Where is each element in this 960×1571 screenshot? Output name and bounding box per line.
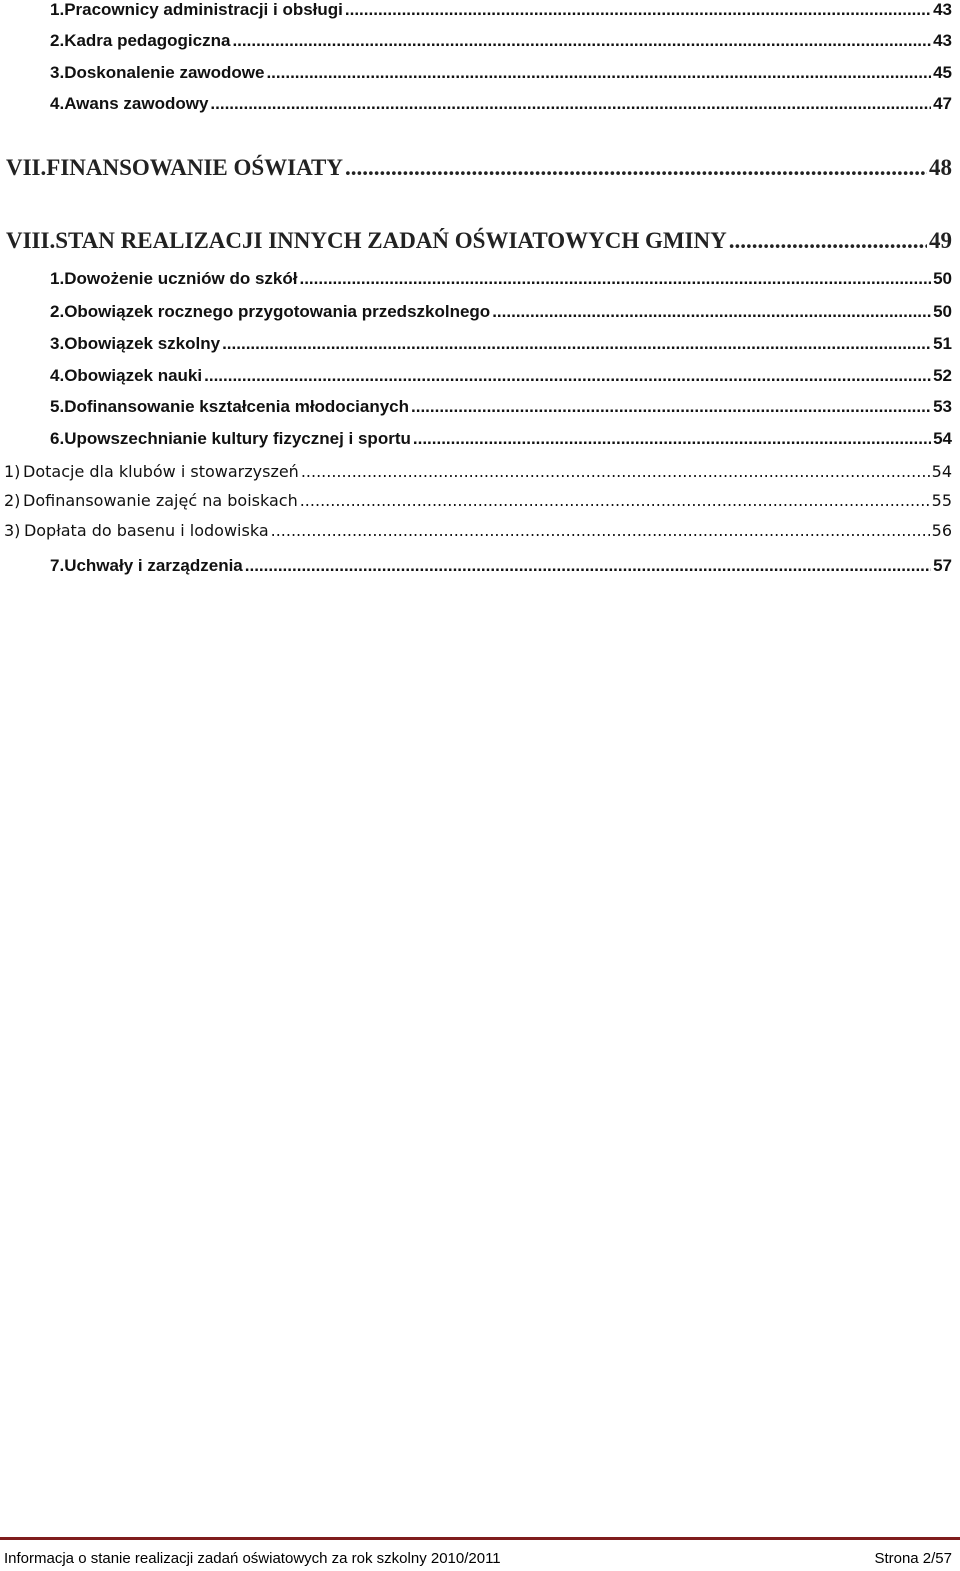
toc-entry-page: 57 <box>933 556 952 575</box>
toc-entry-number: 4. <box>50 94 65 113</box>
toc-entry-number: 1. <box>50 269 65 288</box>
dot-leader <box>301 462 930 481</box>
dot-leader <box>411 397 931 417</box>
toc-entry-number: 4. <box>50 366 65 385</box>
toc-subentry[interactable] <box>0 491 960 510</box>
dot-leader <box>266 63 931 83</box>
toc-subentry-title: Dopłata do basenu i lodowiska <box>23 521 269 540</box>
toc-chapter-number: VII. <box>6 155 47 180</box>
toc-entry[interactable] <box>0 556 960 576</box>
toc-subentry-number: 2) <box>4 491 21 510</box>
toc-chapter-title: FINANSOWANIE OŚWIATY <box>46 155 343 180</box>
dot-leader <box>204 366 931 386</box>
toc-subentry-page: 56 <box>931 521 952 540</box>
toc-entry[interactable] <box>0 94 960 114</box>
toc-entry-title: Obowiązek szkolny <box>64 334 221 353</box>
toc-entry[interactable] <box>0 429 960 449</box>
dot-leader <box>210 94 931 114</box>
toc-subentry-title: Dotacje dla klubów i stowarzyszeń <box>23 462 299 481</box>
toc-entry-number: 7. <box>50 556 65 575</box>
dot-leader <box>245 556 931 576</box>
toc-subentry-number: 1) <box>4 462 21 481</box>
toc-entry-title: Kadra pedagogiczna <box>64 31 231 50</box>
page-footer <box>0 1537 960 1571</box>
toc-entry[interactable] <box>0 397 960 417</box>
toc-entry-page: 54 <box>933 429 952 448</box>
toc-entry-number: 3. <box>50 63 65 82</box>
toc-entry[interactable] <box>0 302 960 322</box>
toc-chapter-page: 49 <box>929 228 952 253</box>
toc-chapter-page: 48 <box>929 155 952 180</box>
dot-leader <box>345 0 931 20</box>
toc-entry-title: Obowiązek rocznego przygotowania przedszkolnego <box>64 302 491 321</box>
dot-leader <box>492 302 931 322</box>
toc-entry-title: Doskonalenie zawodowe <box>64 63 265 82</box>
dot-leader <box>413 429 931 449</box>
toc-entry-number: 3. <box>50 334 65 353</box>
toc-subentry[interactable] <box>0 521 960 540</box>
toc-entry[interactable] <box>0 334 960 354</box>
dot-leader <box>232 31 931 51</box>
toc-chapter-number: VIII. <box>6 228 56 253</box>
toc-entry-title: Uchwały i zarządzenia <box>64 556 243 575</box>
toc-entry-number: 6. <box>50 429 65 448</box>
toc-subentry[interactable] <box>0 462 960 481</box>
toc-entry-title: Dofinansowanie kształcenia młodocianych <box>64 397 410 416</box>
toc-entry-title: Upowszechnianie kultury fizycznej i sportu <box>64 429 411 448</box>
toc-entry-title: Awans zawodowy <box>64 94 209 113</box>
toc-entry-number: 5. <box>50 397 65 416</box>
toc-entry-page: 53 <box>933 397 952 416</box>
footer-document-title: Informacja o stanie realizacji zadań oświatowych za rok szkolny 2010/2011 <box>4 1550 501 1567</box>
toc-subentry-page: 55 <box>931 491 952 510</box>
toc-entry-page: 50 <box>933 302 952 321</box>
toc-entry-number: 1. <box>50 0 65 19</box>
dot-leader <box>729 228 927 254</box>
toc-entry[interactable] <box>0 366 960 386</box>
toc-subentry-number: 3) <box>4 521 21 540</box>
dot-leader <box>300 491 930 510</box>
dot-leader <box>222 334 931 354</box>
toc-entry[interactable] <box>0 269 960 289</box>
toc-entry-page: 47 <box>933 94 952 113</box>
toc-entry-page: 52 <box>933 366 952 385</box>
toc-entry-number: 2. <box>50 31 65 50</box>
toc-subentry-title: Dofinansowanie zajęć na boiskach <box>23 491 298 510</box>
toc-entry[interactable] <box>0 0 960 20</box>
toc-entry-page: 43 <box>933 0 952 19</box>
toc-entry-number: 2. <box>50 302 65 321</box>
toc-chapter[interactable] <box>0 228 960 254</box>
dot-leader <box>345 155 927 181</box>
toc-entry-page: 45 <box>933 63 952 82</box>
toc-entry-title: Obowiązek nauki <box>64 366 203 385</box>
toc-entry[interactable] <box>0 63 960 83</box>
toc-subentry-page: 54 <box>931 462 952 481</box>
dot-leader <box>299 269 931 289</box>
toc-entry-page: 51 <box>933 334 952 353</box>
footer-page-number: Strona 2/57 <box>874 1550 952 1567</box>
toc-entry-page: 43 <box>933 31 952 50</box>
toc-entry-title: Dowożenie uczniów do szkół <box>64 269 298 288</box>
toc-entry-page: 50 <box>933 269 952 288</box>
toc-chapter-title: STAN REALIZACJI INNYCH ZADAŃ OŚWIATOWYCH GMINY <box>55 228 727 253</box>
toc-entry[interactable] <box>0 31 960 51</box>
toc-chapter[interactable] <box>0 155 960 181</box>
dot-leader <box>271 521 930 540</box>
toc-entry-title: Pracownicy administracji i obsługi <box>64 0 343 19</box>
